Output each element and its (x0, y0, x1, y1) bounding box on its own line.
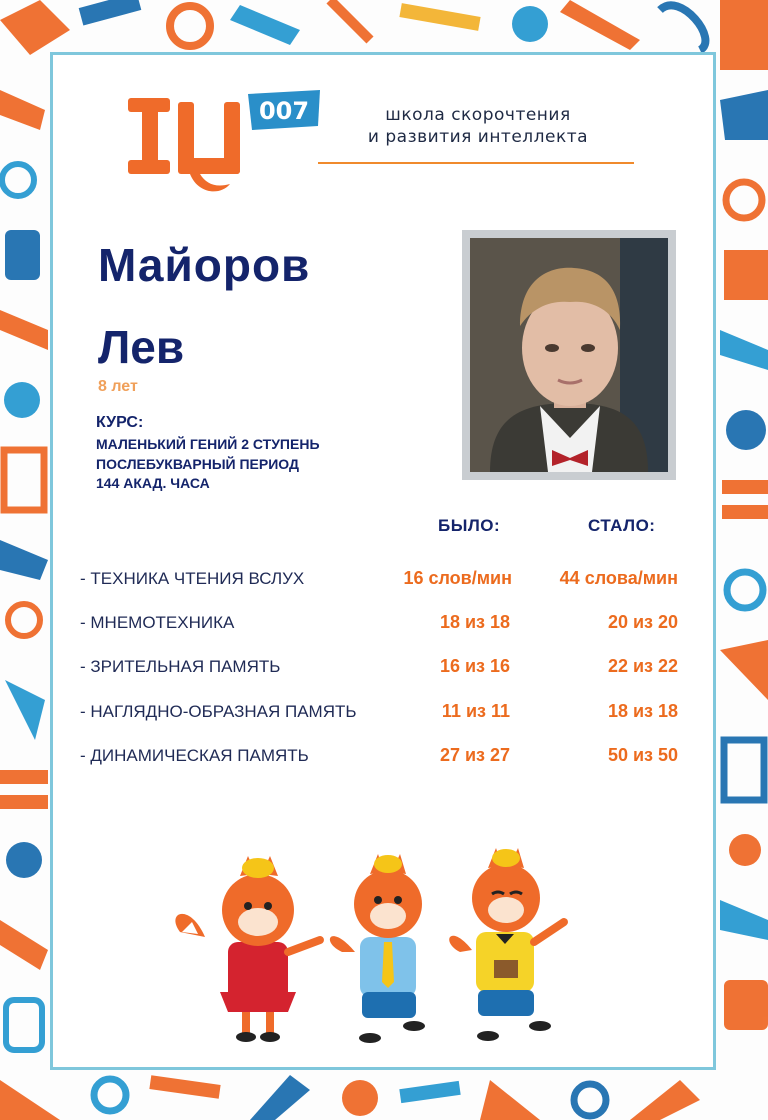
result-after-value: 22 из 22 (607, 656, 678, 676)
iq007-logo (120, 88, 330, 198)
column-header-before: БЫЛО: (438, 516, 501, 535)
course-line: 144 АКАД. ЧАСА (96, 475, 210, 491)
result-row-label: - МНЕМОТЕХНИКА (80, 613, 235, 632)
course-label: КУРС: (96, 414, 144, 431)
result-row-label: - ЗРИТЕЛЬНАЯ ПАМЯТЬ (80, 657, 281, 676)
result-row-label: - НАГЛЯДНО-ОБРАЗНАЯ ПАМЯТЬ (80, 702, 357, 721)
fox-mascot-reader-icon (449, 848, 564, 1041)
result-before-value: 18 из 18 (439, 612, 510, 632)
result-after-value: 44 слова/мин (559, 568, 678, 588)
course-line: МАЛЕНЬКИЙ ГЕНИЙ 2 СТУПЕНЬ (96, 436, 320, 452)
student-surname: Майоров (98, 239, 311, 291)
tagline-line-1: школа скорочтения (385, 105, 571, 125)
result-before-value: 11 из 11 (441, 701, 510, 721)
result-after-value: 18 из 18 (607, 701, 678, 721)
result-before-value: 16 слов/мин (403, 568, 512, 588)
school-tagline (318, 104, 638, 148)
fox-mascot-boy-icon (330, 854, 425, 1043)
result-row-label: - ДИНАМИЧЕСКАЯ ПАМЯТЬ (80, 746, 309, 765)
tagline-line-2: и развития интеллекта (367, 127, 589, 147)
fox-mascot-girl-icon (175, 856, 320, 1042)
student-age: 8 лет (98, 378, 138, 395)
result-after-value: 50 из 50 (607, 745, 678, 765)
course-line: ПОСЛЕБУКВАРНЫЙ ПЕРИОД (96, 456, 299, 472)
result-row-label: - ТЕХНИКА ЧТЕНИЯ ВСЛУХ (80, 569, 305, 588)
student-photo (470, 238, 668, 472)
result-before-value: 27 из 27 (439, 745, 510, 765)
tagline-underline (318, 162, 634, 164)
student-first-name: Лев (98, 321, 185, 373)
column-header-after: СТАЛО: (588, 516, 656, 535)
result-before-value: 16 из 16 (439, 656, 510, 676)
student-photo-frame (462, 230, 676, 480)
result-after-value: 20 из 20 (607, 612, 678, 632)
logo-badge-text: 007 (258, 97, 310, 125)
fox-mascots-illustration (170, 842, 590, 1052)
